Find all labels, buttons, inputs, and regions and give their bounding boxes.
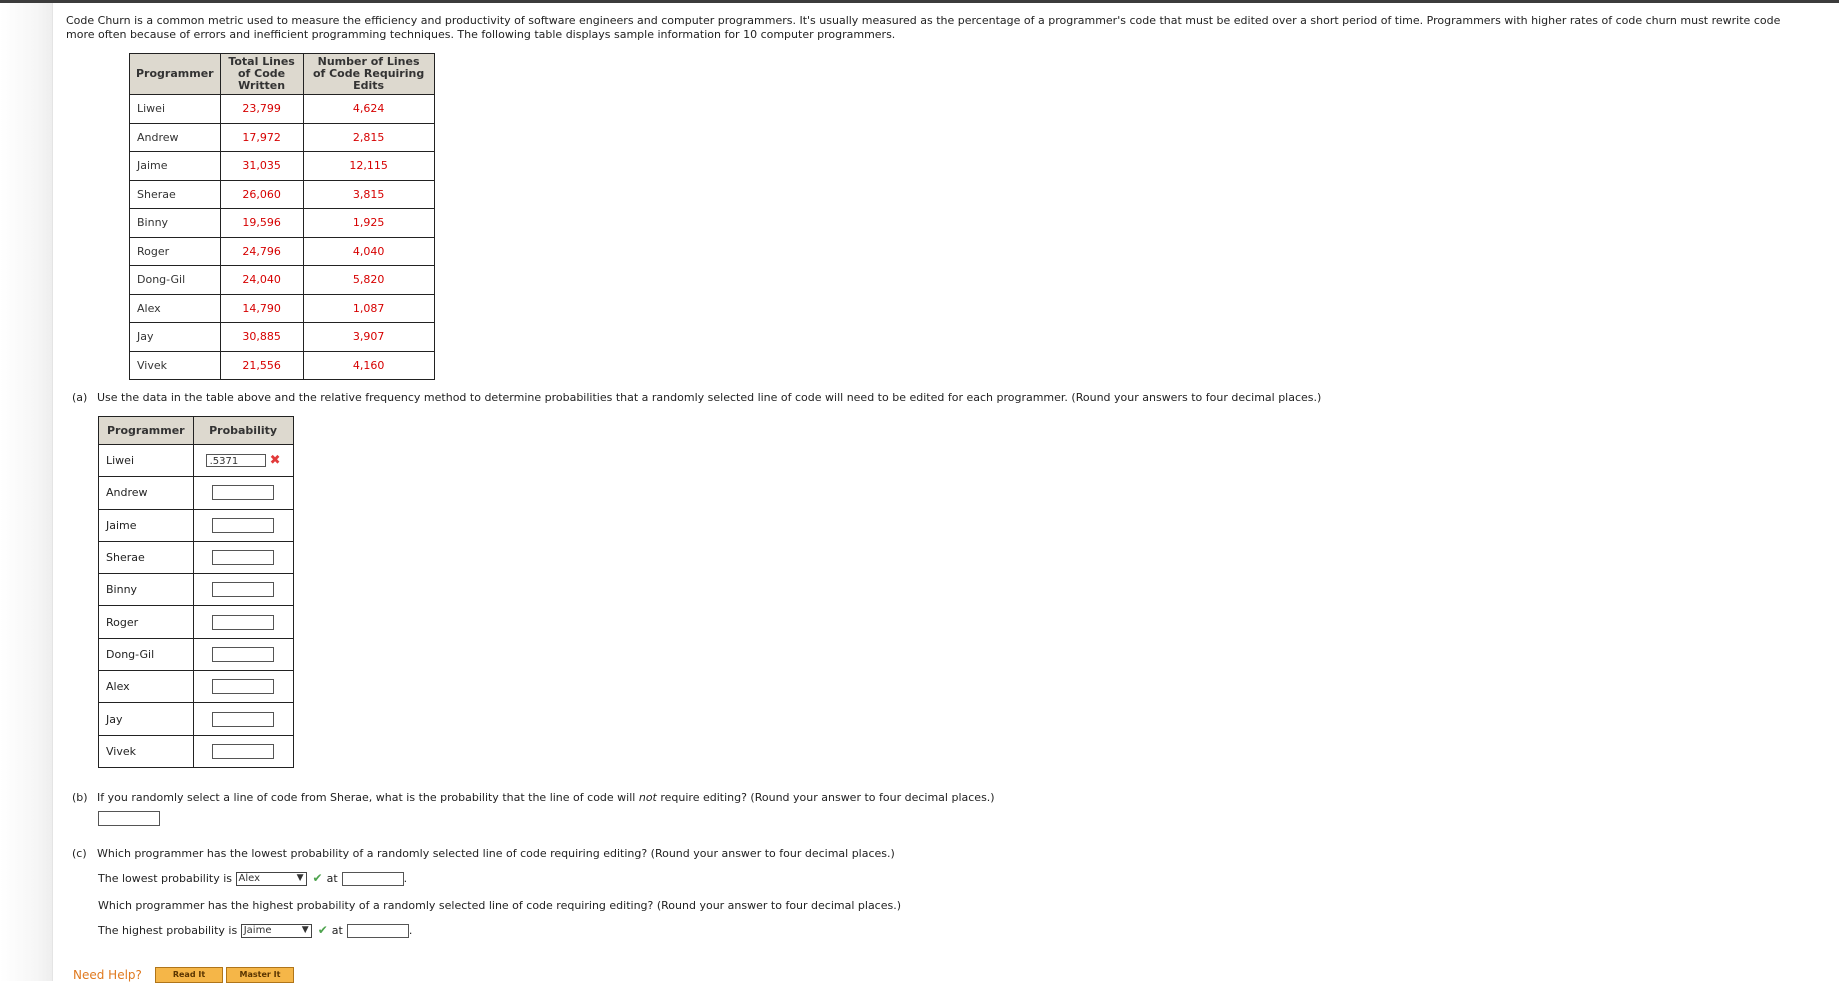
lines-edits-cell: 4,040 bbox=[303, 237, 434, 266]
table-row bbox=[130, 209, 435, 238]
table-row bbox=[99, 735, 294, 767]
lowest-selected-value: Alex bbox=[238, 873, 261, 884]
left-margin-strip bbox=[0, 3, 53, 981]
highest-prefix: The highest probability is bbox=[98, 924, 238, 937]
probability-cell bbox=[193, 606, 293, 638]
prob-programmer-name: Vivek bbox=[99, 735, 194, 767]
probability-cell bbox=[193, 509, 293, 541]
table-row bbox=[130, 123, 435, 152]
intro-paragraph: Code Churn is a common metric used to measure the efficiency and productivity of software engineers and computer programmers. It's usually measured as the percentage of a programmer's code that must be edited over a short period of time. Programmers with higher rates of code churn must rewrite code more often because of errors and inefficient programming techniques. The following table displays sample information for 10 computer programmers. bbox=[66, 14, 1781, 41]
header-lines-edits: Number of Lines of Code Requiring Edits bbox=[303, 54, 434, 95]
header-prob-programmer: Programmer bbox=[99, 417, 194, 445]
table-row bbox=[99, 671, 294, 703]
prob-programmer-name: Dong-Gil bbox=[99, 638, 194, 670]
part-a-question bbox=[72, 391, 1321, 404]
programmer-name-cell: Alex bbox=[130, 294, 221, 323]
lines-edits-cell: 3,815 bbox=[303, 180, 434, 209]
probability-cell bbox=[193, 445, 293, 477]
lines-edits-cell: 3,907 bbox=[303, 323, 434, 352]
table-row bbox=[130, 266, 435, 295]
top-bar bbox=[0, 0, 1839, 3]
total-lines-cell: 31,035 bbox=[220, 152, 303, 181]
part-b-text-before: If you randomly select a line of code from Sherae, what is the probability that the line of code will bbox=[97, 791, 639, 804]
prob-programmer-name: Jaime bbox=[99, 509, 194, 541]
chevron-down-icon: ▼ bbox=[296, 873, 304, 883]
part-b-label: (b) bbox=[72, 791, 88, 804]
lowest-at-label: at bbox=[326, 872, 338, 885]
data-table-header-row bbox=[130, 54, 435, 95]
table-row bbox=[99, 477, 294, 509]
lines-edits-cell: 1,925 bbox=[303, 209, 434, 238]
sherae-not-edit-input[interactable] bbox=[98, 811, 160, 826]
table-row bbox=[130, 152, 435, 181]
prob-programmer-name: Binny bbox=[99, 574, 194, 606]
programmer-name-cell: Sherae bbox=[130, 180, 221, 209]
header-programmer: Programmer bbox=[130, 54, 221, 95]
highest-period: . bbox=[408, 924, 413, 937]
prob-programmer-name: Liwei bbox=[99, 445, 194, 477]
table-row bbox=[99, 606, 294, 638]
lines-edits-cell: 4,160 bbox=[303, 351, 434, 380]
lines-edits-cell: 12,115 bbox=[303, 152, 434, 181]
part-b-question bbox=[72, 791, 995, 804]
total-lines-cell: 17,972 bbox=[220, 123, 303, 152]
table-row bbox=[130, 323, 435, 352]
incorrect-x-icon: ✖ bbox=[269, 453, 281, 469]
total-lines-cell: 19,596 bbox=[220, 209, 303, 238]
prob-programmer-name: Alex bbox=[99, 671, 194, 703]
probability-cell bbox=[193, 735, 293, 767]
table-row bbox=[130, 237, 435, 266]
probability-cell bbox=[193, 638, 293, 670]
lowest-probability-line bbox=[98, 871, 407, 886]
code-data-table bbox=[129, 53, 435, 380]
master-it-button[interactable]: Master It bbox=[226, 967, 294, 983]
header-probability: Probability bbox=[193, 417, 293, 445]
probability-input[interactable] bbox=[212, 712, 274, 727]
highest-probability-line bbox=[98, 923, 412, 938]
lines-edits-cell: 4,624 bbox=[303, 95, 434, 124]
part-c-question-1 bbox=[72, 847, 895, 860]
total-lines-cell: 30,885 bbox=[220, 323, 303, 352]
prob-programmer-name: Sherae bbox=[99, 541, 194, 573]
part-c-label: (c) bbox=[72, 847, 87, 860]
highest-selected-value: Jaime bbox=[243, 925, 272, 936]
part-c-q1-text: Which programmer has the lowest probability of a randomly selected line of code requiring editing? (Round your answer to four decimal places.) bbox=[97, 847, 895, 860]
total-lines-cell: 24,796 bbox=[220, 237, 303, 266]
probability-input[interactable] bbox=[212, 550, 274, 565]
programmer-name-cell: Binny bbox=[130, 209, 221, 238]
part-b-text-after: require editing? (Round your answer to four decimal places.) bbox=[656, 791, 995, 804]
probability-cell bbox=[193, 477, 293, 509]
programmer-name-cell: Andrew bbox=[130, 123, 221, 152]
probability-input[interactable] bbox=[212, 647, 274, 662]
probability-cell bbox=[193, 541, 293, 573]
lines-edits-cell: 1,087 bbox=[303, 294, 434, 323]
programmer-name-cell: Jaime bbox=[130, 152, 221, 181]
total-lines-cell: 14,790 bbox=[220, 294, 303, 323]
lowest-prefix: The lowest probability is bbox=[98, 872, 233, 885]
probability-input[interactable] bbox=[212, 679, 274, 694]
prob-programmer-name: Andrew bbox=[99, 477, 194, 509]
lowest-period: . bbox=[403, 872, 408, 885]
highest-probability-input[interactable] bbox=[347, 924, 409, 938]
probability-cell bbox=[193, 574, 293, 606]
lowest-probability-input[interactable] bbox=[342, 872, 404, 886]
total-lines-cell: 23,799 bbox=[220, 95, 303, 124]
highest-at-label: at bbox=[331, 924, 343, 937]
part-b-emphasis: not bbox=[638, 791, 657, 804]
total-lines-cell: 21,556 bbox=[220, 351, 303, 380]
correct-check-icon: ✔ bbox=[312, 871, 323, 885]
table-row bbox=[130, 294, 435, 323]
programmer-name-cell: Jay bbox=[130, 323, 221, 352]
programmer-name-cell: Dong-Gil bbox=[130, 266, 221, 295]
chevron-down-icon: ▼ bbox=[301, 925, 309, 935]
probability-cell bbox=[193, 703, 293, 735]
part-c-question-2: Which programmer has the highest probability of a randomly selected line of code requiring editing? (Round your answer to four decimal places.) bbox=[98, 899, 902, 912]
probability-cell bbox=[193, 671, 293, 703]
highest-programmer-select[interactable] bbox=[241, 924, 312, 938]
table-row bbox=[99, 574, 294, 606]
probability-table bbox=[98, 416, 294, 768]
part-a-text: Use the data in the table above and the relative frequency method to determine probabilities that a randomly selected line of code will need to be edited for each programmer. (Round your answers to four decimal places.) bbox=[97, 391, 1322, 404]
table-row bbox=[99, 638, 294, 670]
probability-input[interactable] bbox=[212, 582, 274, 597]
total-lines-cell: 24,040 bbox=[220, 266, 303, 295]
lowest-programmer-select[interactable] bbox=[236, 872, 307, 886]
table-row bbox=[99, 445, 294, 477]
probability-input[interactable] bbox=[212, 744, 274, 759]
lines-edits-cell: 2,815 bbox=[303, 123, 434, 152]
table-row bbox=[130, 351, 435, 380]
total-lines-cell: 26,060 bbox=[220, 180, 303, 209]
part-a-label: (a) bbox=[72, 391, 88, 404]
probability-input[interactable]: .5371 bbox=[206, 454, 266, 467]
table-row bbox=[130, 95, 435, 124]
header-total-lines: Total Lines of Code Written bbox=[220, 54, 303, 95]
programmer-name-cell: Liwei bbox=[130, 95, 221, 124]
probability-input[interactable] bbox=[212, 485, 274, 500]
probability-input[interactable] bbox=[212, 615, 274, 630]
table-row bbox=[99, 703, 294, 735]
programmer-name-cell: Vivek bbox=[130, 351, 221, 380]
table-row bbox=[99, 541, 294, 573]
prob-programmer-name: Roger bbox=[99, 606, 194, 638]
table-row bbox=[99, 509, 294, 541]
lines-edits-cell: 5,820 bbox=[303, 266, 434, 295]
need-help-label: Need Help? bbox=[73, 968, 142, 982]
correct-check-icon: ✔ bbox=[317, 923, 328, 937]
prob-programmer-name: Jay bbox=[99, 703, 194, 735]
read-it-button[interactable]: Read It bbox=[155, 967, 223, 983]
programmer-name-cell: Roger bbox=[130, 237, 221, 266]
probability-input[interactable] bbox=[212, 518, 274, 533]
table-row bbox=[130, 180, 435, 209]
prob-table-header-row bbox=[99, 417, 294, 445]
